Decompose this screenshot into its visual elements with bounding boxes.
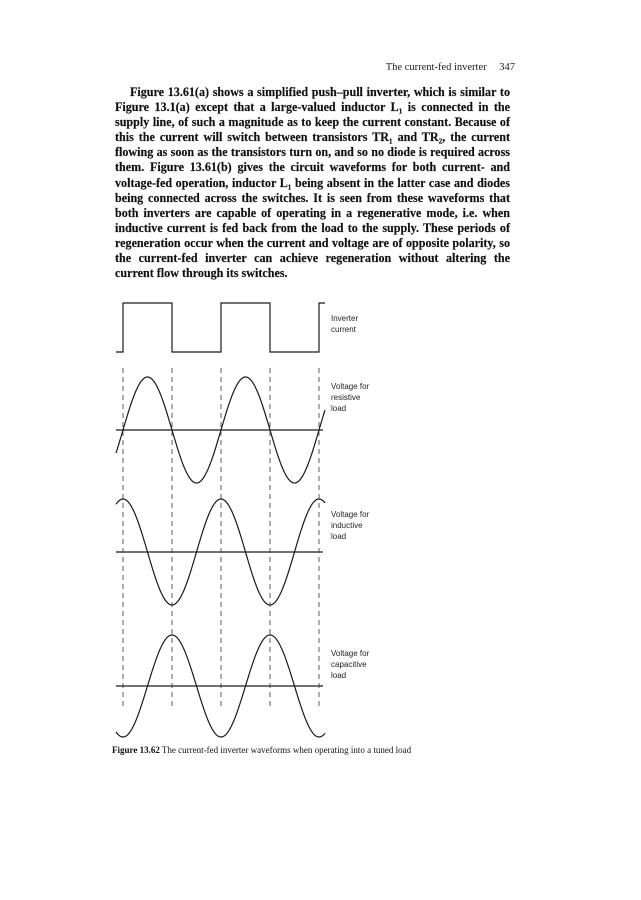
caption-number: Figure 13.62	[112, 745, 160, 755]
caption-text: The current-fed inverter waveforms when operating into a tuned load	[159, 745, 412, 755]
page-number: 347	[499, 62, 515, 73]
label-capacitive-load: Voltage for capacitive load	[331, 649, 370, 680]
square-wave-inverter-current	[116, 303, 325, 352]
label-inductive-load: Voltage for inductive load	[331, 510, 370, 541]
label-inverter-current: Inverter current	[331, 314, 359, 334]
running-title: The current-fed inverter	[385, 62, 487, 73]
figure-caption	[112, 745, 532, 755]
label-resistive-load: Voltage for resistive load	[331, 382, 370, 413]
body-paragraph: Figure 13.61(a) shows a simplified push–pull inverter, which is similar to Figure 13.1(a) except that a large-valued inductor L₁ is connected in the supply line, of such a magnitude as to keep the current constant. Because of this the current will switch between transistors TR₁ and TR₂, the current flowing as soon as the transistors turn on, and so no diode is required across them. Figure 13.61(b) gives the circuit waveforms for both current- and voltage-fed operation, inductor L₁ being absent in the latter case and diodes being connected across the switches. It is seen from these waveforms that both inverters are capable of operating in a regenerative mode, i.e. when inductive current is fed back from the load to the supply. These periods of regeneration occur when the current and voltage are of opposite polarity, so the current-fed inverter can achieve regeneration without altering the current flow through its switches.	[115, 85, 510, 281]
